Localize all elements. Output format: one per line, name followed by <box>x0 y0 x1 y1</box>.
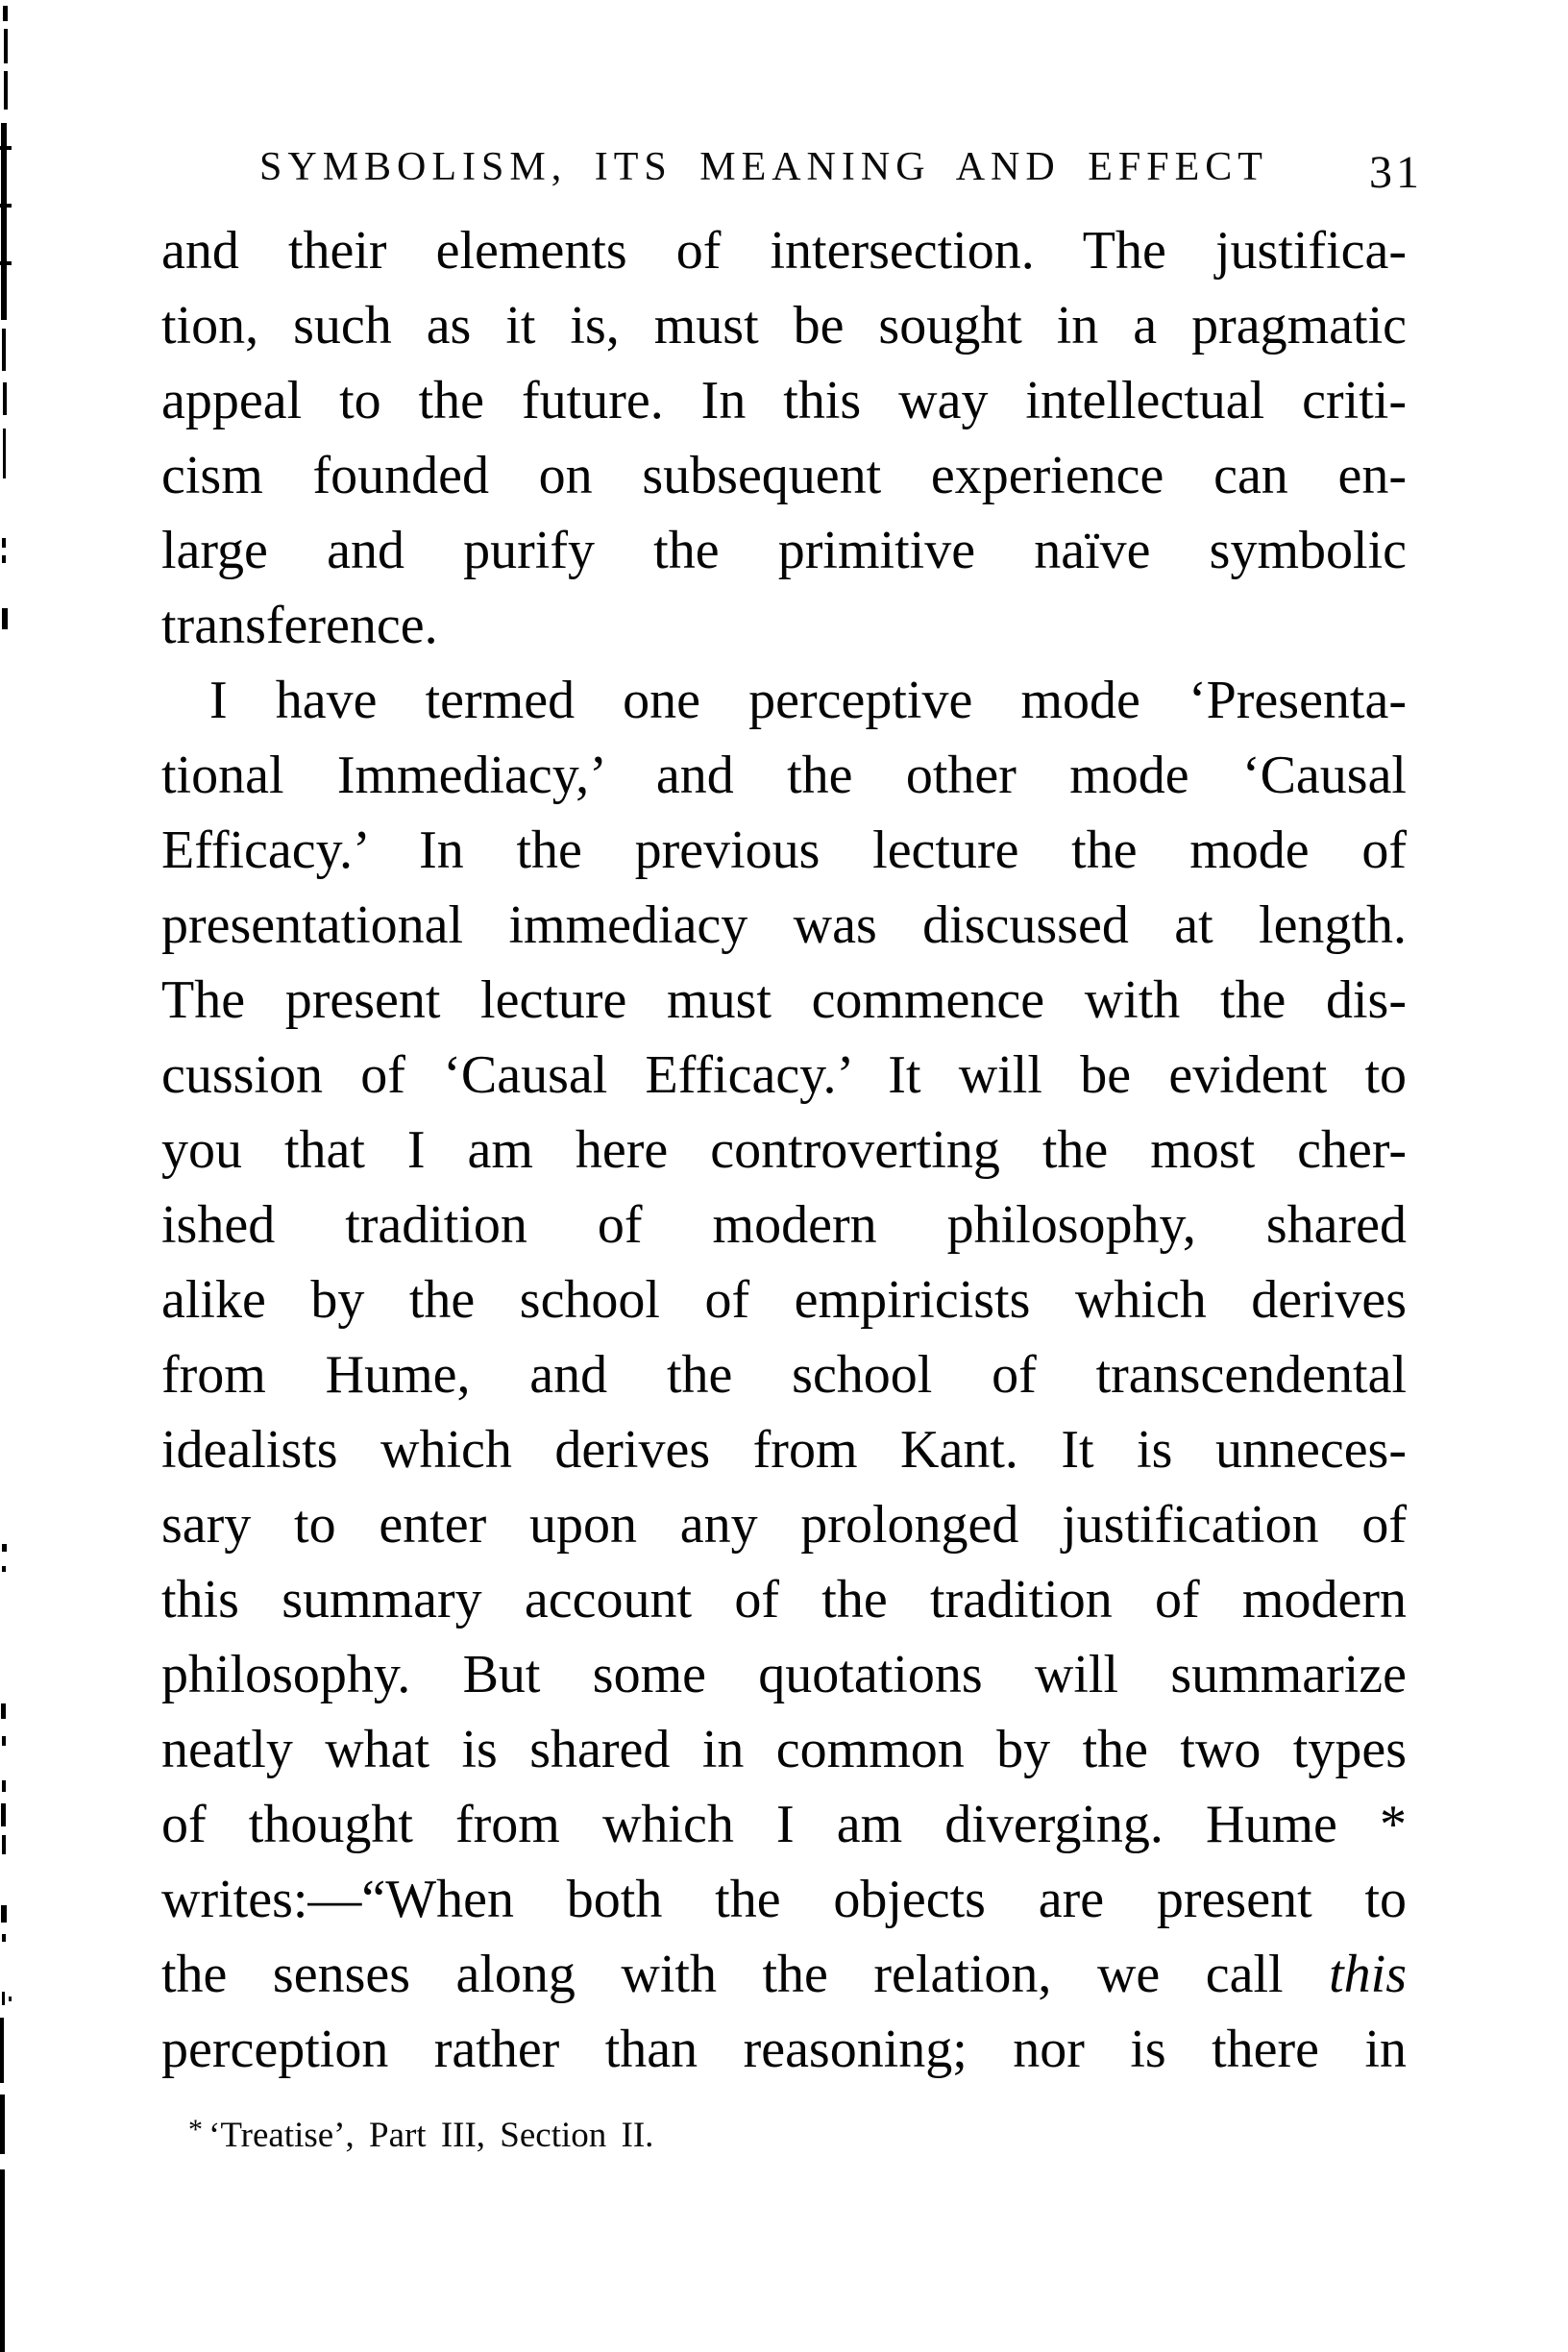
text-line: philosophy. But some quotations will summarize <box>161 1645 1407 1704</box>
scan-artifact <box>2 1934 6 1942</box>
scan-artifact <box>2 608 8 629</box>
scan-artifact <box>0 2095 5 2154</box>
scan-artifact <box>3 382 7 415</box>
scan-artifact <box>0 2018 4 2083</box>
scan-artifact <box>0 261 12 265</box>
text-line: ished tradition of modern philosophy, shared <box>161 1195 1407 1255</box>
text-line: presentational immediacy was discussed at length. <box>161 895 1407 955</box>
scan-artifact <box>0 204 12 208</box>
text-segment-italic: this <box>1329 1945 1407 2004</box>
text-line: perception rather than reasoning; nor is there in <box>161 2020 1407 2079</box>
scan-artifact <box>4 29 8 63</box>
scan-artifact <box>1 1803 6 1826</box>
text-line: appeal to the future. In this way intellectual criti- <box>161 371 1407 430</box>
scan-artifact <box>2 329 6 371</box>
scan-artifact <box>0 146 12 150</box>
text-line: neatly what is shared in common by the two types <box>161 1720 1407 1779</box>
scan-artifact <box>0 2169 5 2352</box>
scan-artifact <box>4 71 8 110</box>
page-number: 31 <box>1369 147 1423 198</box>
footnote <box>188 2114 653 2156</box>
text-line: cussion of ‘Causal Efficacy.’ It will be evident to <box>161 1045 1407 1105</box>
text-line: large and purify the primitive naïve symbolic <box>161 521 1407 580</box>
scan-artifact <box>3 6 8 21</box>
footnote-text: ‘Treatise’, Part III, Section II. <box>208 2116 654 2155</box>
text-line: from Hume, and the school of transcendental <box>161 1345 1407 1405</box>
text-line: alike by the school of empiricists which derives <box>161 1270 1407 1330</box>
scan-artifact <box>2 1992 5 2005</box>
scan-artifact <box>9 1997 12 2001</box>
text-line: of thought from which I am diverging. Hume * <box>161 1795 1407 1854</box>
scan-artifact <box>1 1905 7 1923</box>
text-line: this summary account of the tradition of modern <box>161 1570 1407 1629</box>
footnote-marker: * <box>188 2114 203 2145</box>
text-line: Efficacy.’ In the previous lecture the mode of <box>161 821 1407 880</box>
scan-artifact <box>2 1544 7 1552</box>
text-line: and their elements of intersection. The justifica- <box>161 221 1407 281</box>
scan-artifact <box>2 538 6 548</box>
text-line: The present lecture must commence with the dis- <box>161 970 1407 1030</box>
scan-artifact <box>2 1736 6 1746</box>
scan-artifact <box>2 555 6 563</box>
scan-artifact <box>2 1566 6 1572</box>
scan-artifact <box>2 1835 6 1854</box>
scan-artifact <box>1 1703 6 1719</box>
text-line <box>161 1937 1407 2012</box>
text-line: I have termed one perceptive mode ‘Presenta- <box>209 671 1407 730</box>
text-line: you that I am here controverting the most cher- <box>161 1120 1407 1180</box>
text-line: tion, such as it is, must be sought in a pragmatic <box>161 296 1407 355</box>
text-line: idealists which derives from Kant. It is unneces- <box>161 1420 1407 1480</box>
scan-artifact <box>2 1780 6 1792</box>
text-line: sary to enter upon any prolonged justification of <box>161 1495 1407 1555</box>
scan-artifact <box>1 123 7 320</box>
text-segment: the senses along with the relation, we call <box>161 1945 1330 2004</box>
text-line: transference. <box>161 596 438 655</box>
running-header: SYMBOLISM, ITS MEANING AND EFFECT <box>259 145 1268 189</box>
text-line: tional Immediacy,’ and the other mode ‘Causal <box>161 746 1407 805</box>
text-line: writes:—“When both the objects are present to <box>161 1870 1407 1929</box>
text-line: cism founded on subsequent experience can en- <box>161 446 1407 505</box>
body-text <box>161 213 1407 2087</box>
scan-artifact <box>3 429 6 478</box>
